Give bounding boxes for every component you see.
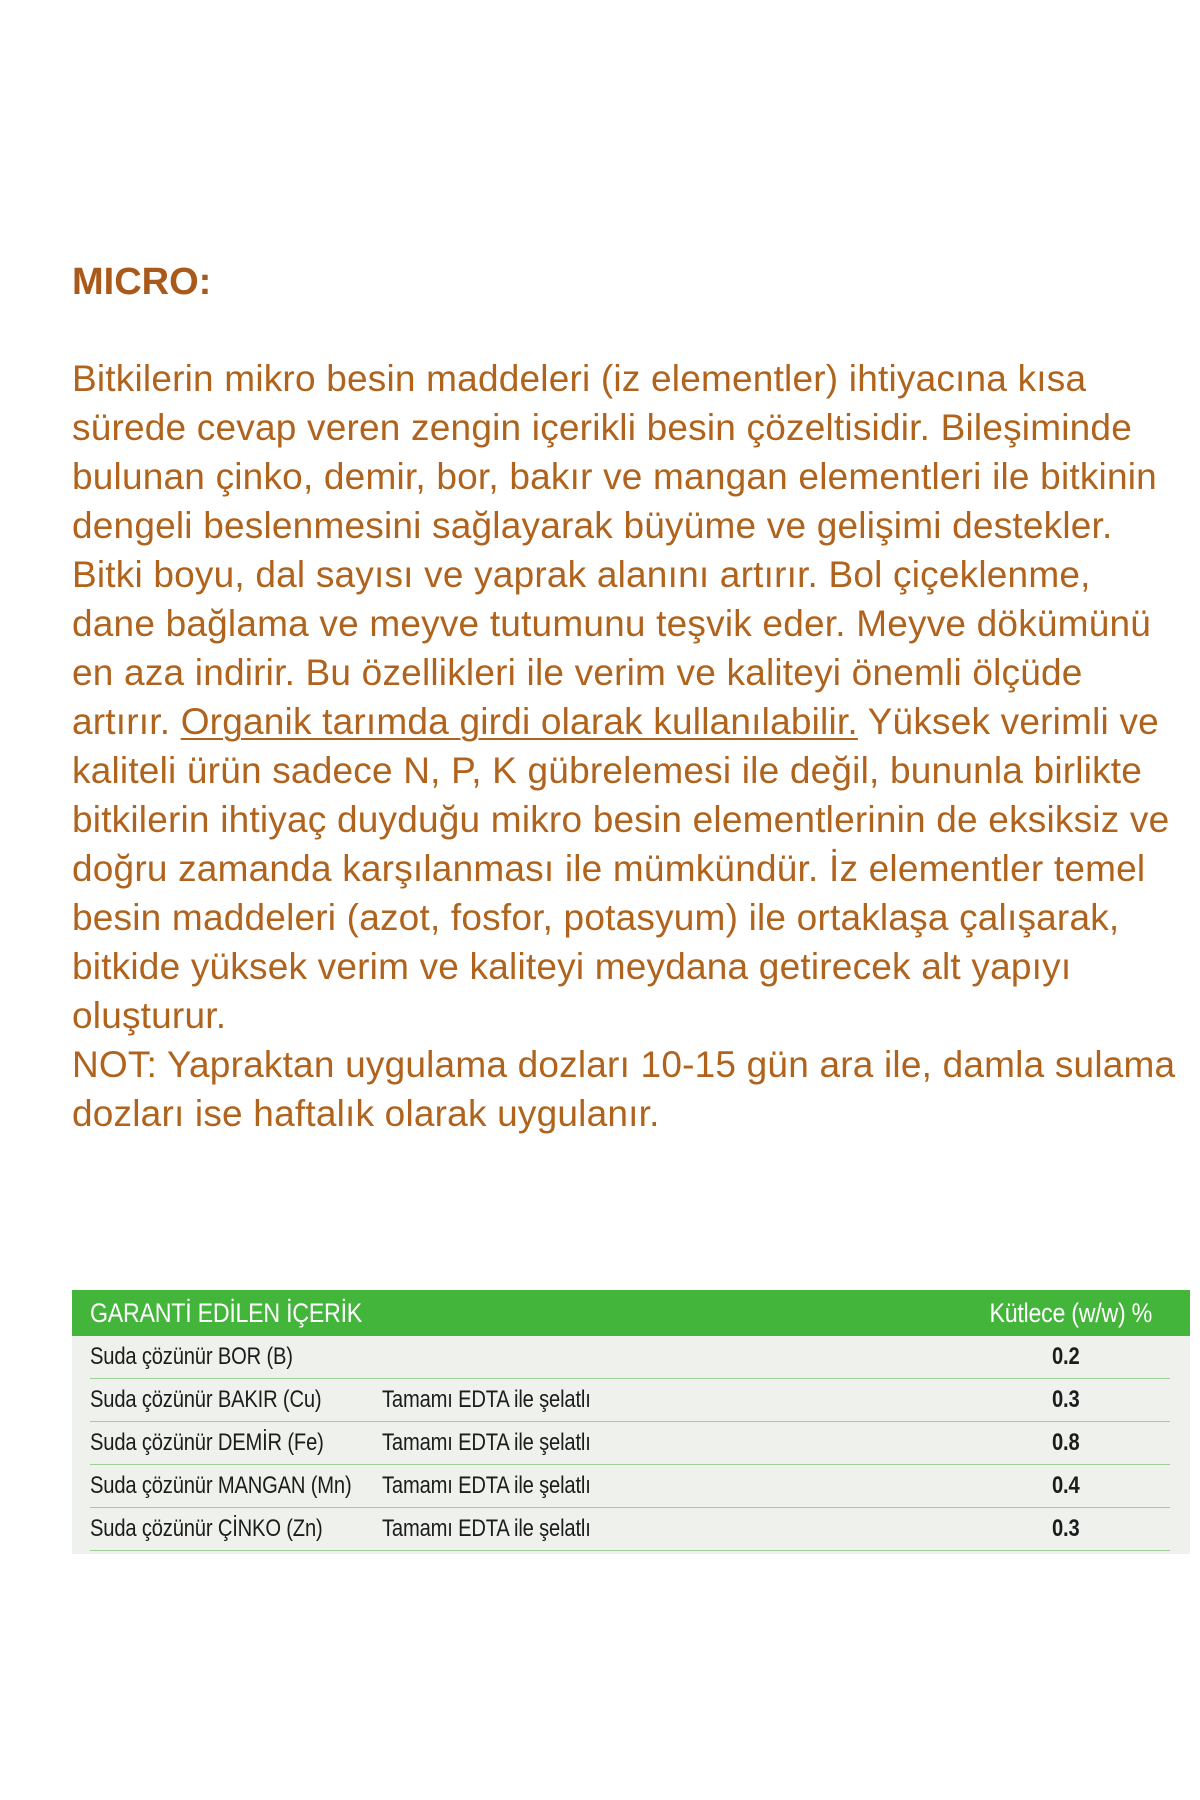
product-description [72, 258, 1182, 1138]
row-mass-value: 0.3 [1052, 1386, 1080, 1413]
row-element-name: Suda çözünür BOR (B) [90, 1343, 293, 1370]
row-element-name: Suda çözünür ÇİNKO (Zn) [90, 1515, 323, 1542]
row-mass-value: 0.4 [1052, 1472, 1080, 1499]
application-note: NOT: Yapraktan uygulama dozları 10-15 gün ara ile, damla sulama dozları ise haftalık olarak uygulanır. [72, 1044, 1176, 1134]
table-row [90, 1508, 1170, 1551]
guaranteed-content-table [72, 1290, 1190, 1554]
page-title: MICRO: [72, 261, 212, 303]
table-row [90, 1379, 1170, 1422]
row-element-name: Suda çözünür MANGAN (Mn) [90, 1472, 352, 1499]
table-row [90, 1336, 1170, 1379]
table-row [90, 1422, 1170, 1465]
row-element-name: Suda çözünür BAKIR (Cu) [90, 1386, 322, 1413]
row-chelation-note: Tamamı EDTA ile şelatlı [382, 1429, 591, 1456]
organic-farming-link[interactable]: Organik tarımda girdi olarak kullanılabilir. [180, 701, 858, 742]
description-text-before: Bitkilerin mikro besin maddeleri (iz elementler) ihtiyacına kısa sürede cevap veren zengin içerikli besin çözeltisidir. Bileşiminde bulunan çinko, demir, bor, bakır ve mangan elementleri ile bitkinin dengeli beslenmesini sağlayarak büyüme ve gelişimi destekler. Bitki boyu, dal sayısı ve yaprak alanını artırır. Bol çiçeklenme, dane bağlama ve meyve tutumunu teşvik eder. Meyve dökümünü en aza indirir. Bu özellikleri ile verim ve kaliteyi önemli ölçüde artırır. [72, 358, 1157, 742]
row-chelation-note: Tamamı EDTA ile şelatlı [382, 1515, 591, 1542]
row-element-name: Suda çözünür DEMİR (Fe) [90, 1429, 324, 1456]
row-mass-value: 0.2 [1052, 1343, 1080, 1370]
row-chelation-note: Tamamı EDTA ile şelatlı [382, 1472, 591, 1499]
row-chelation-note: Tamamı EDTA ile şelatlı [382, 1386, 591, 1413]
table-header [72, 1290, 1190, 1336]
row-mass-value: 0.3 [1052, 1515, 1080, 1542]
description-text-after: Yüksek verimli ve kaliteli ürün sadece N, P, K gübrelemesi ile değil, bununla birlikte bitkilerin ihtiyaç duyduğu mikro besin elementlerinin de eksiksiz ve doğru zamanda karşılanması ile mümkündür. İz elementler temel besin maddeleri (azot, fosfor, potasyum) ile ortaklaşa çalışarak, bitkide yüksek verim ve kaliteyi meydana getirecek alt yapıyı oluşturur. [72, 701, 1170, 1036]
table-row [90, 1465, 1170, 1508]
row-mass-value: 0.8 [1052, 1429, 1080, 1456]
table-header-unit: Kütlece (w/w) % [989, 1297, 1152, 1328]
description-paragraph [72, 354, 1182, 1040]
table-rows [72, 1336, 1190, 1551]
table-header-title: GARANTİ EDİLEN İÇERİK [90, 1297, 362, 1328]
